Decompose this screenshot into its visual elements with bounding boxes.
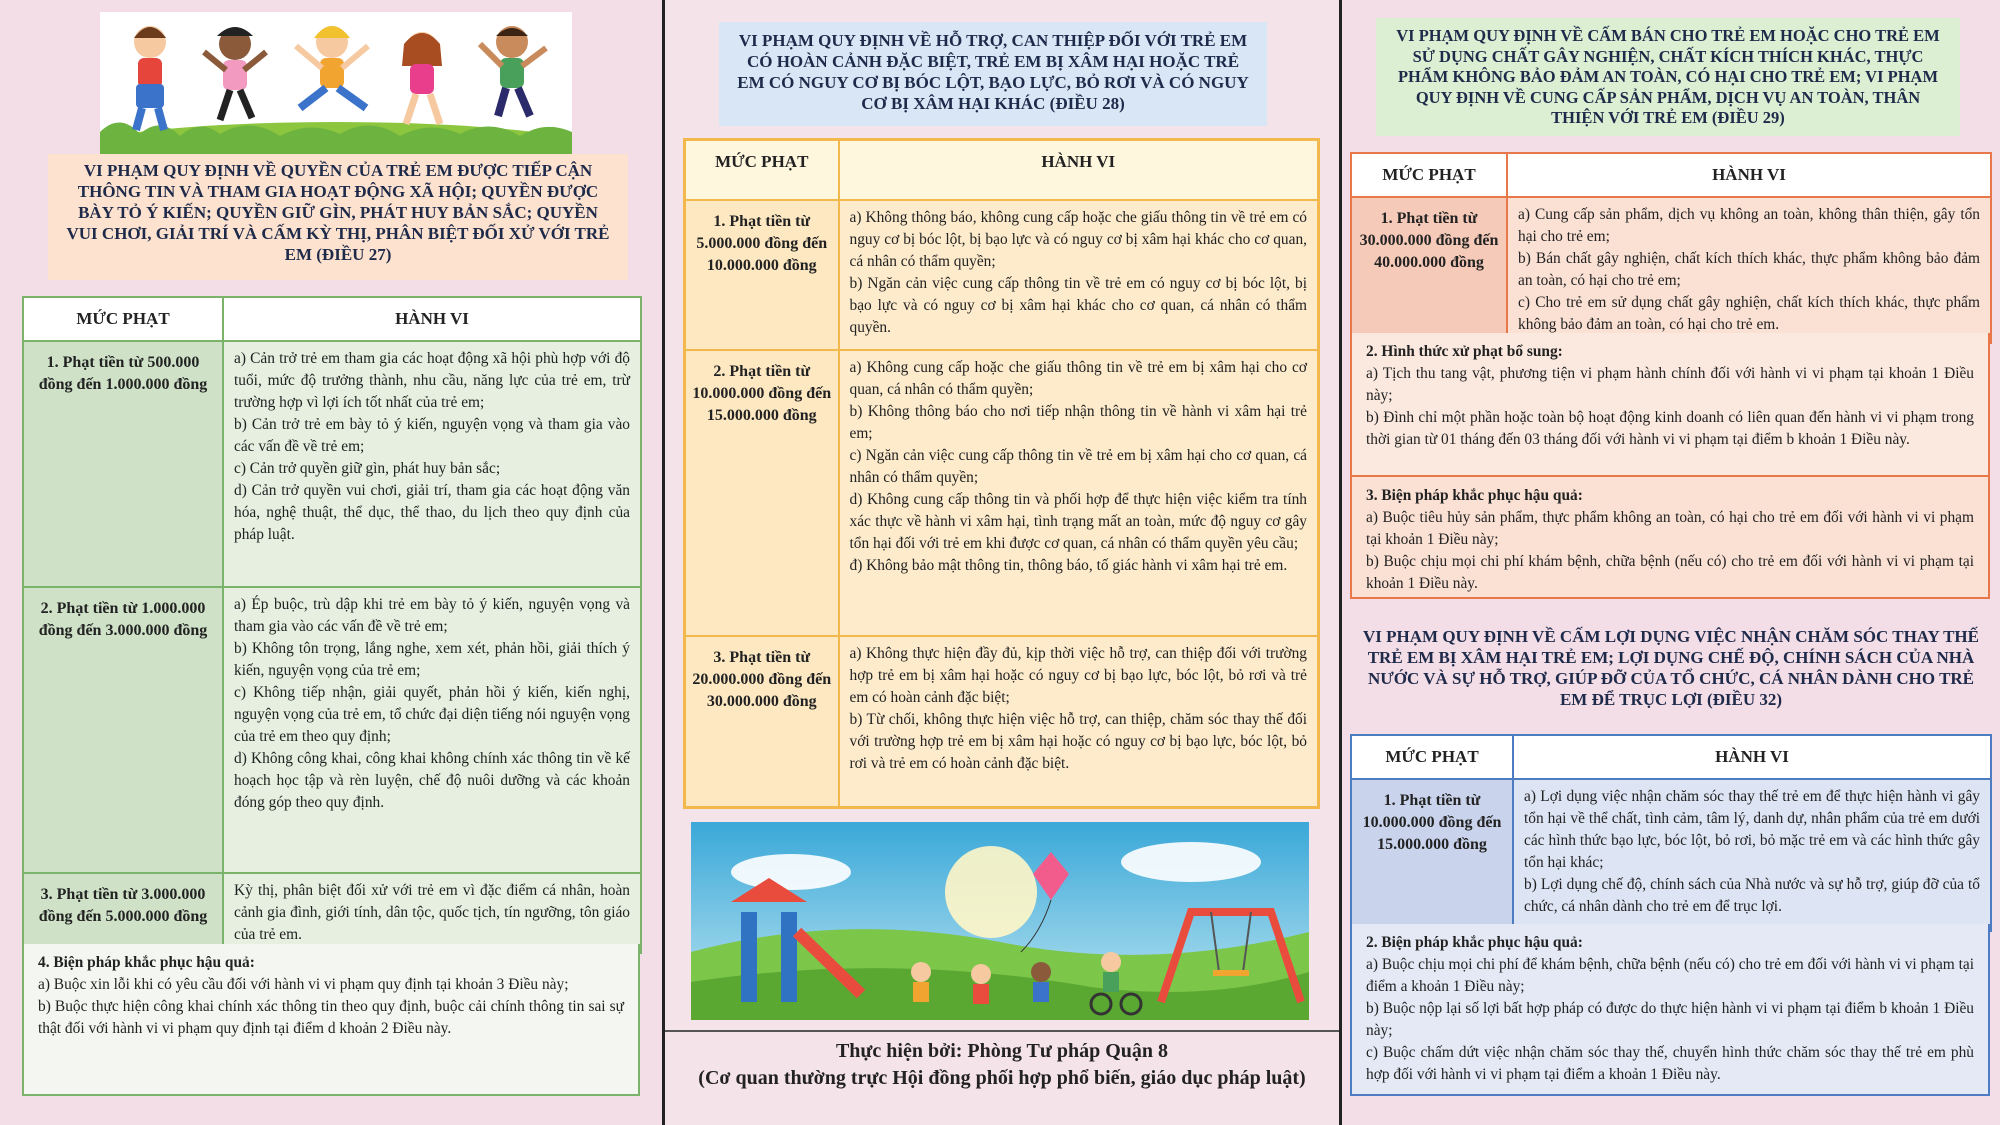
acts-cell [839,200,1319,350]
fine-cell: 3. Phạt tiền từ 3.000.000 đồng đến 5.000.000 đồng [23,873,223,953]
header-fine: MỨC PHẠT [1351,153,1507,197]
table-row [685,200,1319,350]
acts-cell [223,873,641,953]
act-item: a) Cản trở trẻ em tham gia các hoạt động xã hội phù hợp với độ tuổi, mức độ trưởng thành, nhu cầu, năng lực của trẻ em, trừ trường hợp vì lợi ích tốt nhất của trẻ em; [234,350,630,411]
table-row [23,873,641,953]
penalty-table-dieu-32 [1350,734,1992,932]
footer-line-2: (Cơ quan thường trực Hội đồng phối hợp phổ biến, giáo dục pháp luật) [698,1067,1306,1089]
act-item: b) Không thông báo cho nơi tiếp nhận thông tin về hành vi xâm hại trẻ em; [849,402,1307,442]
remedy-item: c) Buộc chấm dứt việc nhận chăm sóc thay thế, chuyển hình thức chăm sóc thay thế trẻ em phù hợp đối với hành vi vi phạm tại điểm a khoản 1 Điều này. [1366,1044,1974,1083]
act-item: Kỳ thị, phân biệt đối xử với trẻ em vì đặc điểm cá nhân, hoàn cảnh gia đình, giới tính, dân tộc, quốc tịch, tín ngưỡng, tôn giáo của trẻ em. [234,882,630,943]
supplement-item: a) Tịch thu tang vật, phương tiện vi phạm hành chính đối với hành vi vi phạm tại khoản 1 Điều này; [1366,365,1974,404]
remedy-item: b) Buộc chịu mọi chi phí khám bệnh, chữa bệnh (nếu có) cho trẻ em đối với hành vi vi phạm tại khoản 1 Điều này. [1366,553,1974,592]
column-dieu-27 [0,0,662,1125]
supplement-item: b) Đình chỉ một phần hoặc toàn bộ hoạt động kinh doanh có liên quan đến hành vi vi phạm trong thời gian từ 01 tháng đến 03 tháng đối với hành vi vi phạm tại điểm b khoản 1 Điều này. [1366,409,1974,448]
penalty-table-dieu-29 [1350,152,1992,344]
table-header-row [1351,735,1991,779]
table-row [23,587,641,873]
header-fine: MỨC PHẠT [1351,735,1513,779]
acts-cell [839,636,1319,808]
fine-cell: 1. Phạt tiền từ 500.000 đồng đến 1.000.000 đồng [23,341,223,587]
footer-line-1: Thực hiện bởi: Phòng Tư pháp Quận 8 [835,1040,1169,1062]
table-row [23,341,641,587]
section-title-dieu-32: VI PHẠM QUY ĐỊNH VỀ CẤM LỢI DỤNG VIỆC NHẬN CHĂM SÓC THAY THẾ TRẺ EM BỊ XÂM HẠI TRẺ EM; LỢI DỤNG CHẾ ĐỘ, CHÍNH SÁCH CỦA NHÀ NƯỚC VÀ SỰ HỖ TRỢ, GIÚP ĐỠ CỦA TỔ CHỨC, CÁ NHÂN DÀNH CHO TRẺ EM ĐỂ TRỤC LỢI (ĐIỀU 32) [1363,627,1979,709]
table-row [685,350,1319,636]
fine-cell: 1. Phạt tiền từ 5.000.000 đồng đến 10.000.000 đồng [685,200,839,350]
act-item: b) Từ chối, không thực hiện việc hỗ trợ, can thiệp, chăm sóc thay thế đối với trường hợp trẻ em bị xâm hại hoặc có nguy cơ bị bạo lực, bóc lột, bỏ rơi và trẻ em có hoàn cảnh đặc biệt. [849,710,1307,772]
penalty-table-dieu-28 [683,138,1320,809]
supplement-title: 2. Hình thức xử phạt bổ sung: [1366,343,1563,360]
remedy-title: 3. Biện pháp khắc phục hậu quả: [1366,487,1583,504]
acts-cell [1513,779,1991,931]
footer-divider [665,1030,1339,1032]
fine-cell: 1. Phạt tiền từ 30.000.000 đồng đến 40.000.000 đồng [1351,197,1507,343]
act-item: a) Không thực hiện đầy đủ, kịp thời việc hỗ trợ, can thiệp đối với trường hợp trẻ em bị xâm hại hoặc có nguy cơ bị bạo lực, bóc lột, bỏ rơi và trẻ em có hoàn cảnh đặc biệt; [849,644,1307,706]
table-header-row [1351,153,1991,197]
acts-cell [223,587,641,873]
footer-credit [665,1038,1339,1092]
header-acts: HÀNH VI [839,140,1319,200]
act-item: c) Cho trẻ em sử dụng chất gây nghiện, chất kích thích khác, thực phẩm không bảo đảm an toàn, có hại cho trẻ em. [1518,294,1980,333]
acts-cell [1507,197,1991,343]
supplement-section-dieu-29 [1350,333,1990,477]
table-header-row [23,297,641,341]
remedy-section-dieu-32 [1350,924,1990,1096]
remedy-section-dieu-27 [22,944,640,1096]
header-acts: HÀNH VI [1513,735,1991,779]
penalty-table-dieu-27 [22,296,642,954]
fine-cell: 3. Phạt tiền từ 20.000.000 đồng đến 30.000.000 đồng [685,636,839,808]
section-title-dieu-29: VI PHẠM QUY ĐỊNH VỀ CẤM BÁN CHO TRẺ EM HOẶC CHO TRẺ EM SỬ DỤNG CHẤT GÂY NGHIỆN, CHẤT KÍCH THÍCH KHÁC, THỰC PHẨM KHÔNG BẢO ĐẢM AN TOÀN, CÓ HẠI CHO TRẺ EM; VI PHẠM QUY ĐỊNH VỀ CUNG CẤP SẢN PHẨM, DỊCH VỤ AN TOÀN, THÂN THIỆN VỚI TRẺ EM (ĐIỀU 29) [1376,18,1960,136]
children-jumping-illustration [100,12,572,154]
section-title-dieu-28: VI PHẠM QUY ĐỊNH VỀ HỖ TRỢ, CAN THIỆP ĐỐI VỚI TRẺ EM CÓ HOÀN CẢNH ĐẶC BIỆT, TRẺ EM BỊ XÂM HẠI HOẶC TRẺ EM CÓ NGUY CƠ BỊ BÓC LỘT, BẠO LỰC, BỎ RƠI VÀ CÓ NGUY CƠ BỊ XÂM HẠI KHÁC (ĐIỀU 28) [719,22,1267,126]
acts-cell [223,341,641,587]
act-item: a) Cung cấp sản phẩm, dịch vụ không an toàn, không thân thiện, gây tổn hại cho trẻ em; [1518,206,1980,245]
remedy-item: a) Buộc xin lỗi khi có yêu cầu đối với hành vi vi phạm quy định tại khoản 3 Điều này; [38,976,569,993]
table-row [685,636,1319,808]
table-row [1351,779,1991,931]
column-dieu-28 [662,0,1342,1125]
remedy-item: b) Buộc thực hiện công khai chính xác thông tin theo quy định, buộc cải chính thông tin sai sự thật đối với hành vi vi phạm quy định tại điểm d khoản 2 Điều này. [38,998,624,1037]
act-item: b) Cản trở trẻ em bày tỏ ý kiến, nguyện vọng và tham gia vào các vấn đề về trẻ em; [234,416,630,455]
table-header-row [685,140,1319,200]
act-item: đ) Không bảo mật thông tin, thông báo, tố giác hành vi xâm hại trẻ em. [849,556,1288,574]
act-item: a) Lợi dụng việc nhận chăm sóc thay thế trẻ em để thực hiện hành vi gây tổn hại về thể chất, tình cảm, tâm lý, danh dự, nhân phẩm của trẻ em dưới các hình thức bạo lực, bóc lột, bỏ rơi, bỏ mặc trẻ em và các hình thức gây tổn hại khác; [1524,788,1980,871]
header-acts: HÀNH VI [1507,153,1991,197]
act-item: c) Ngăn cản việc cung cấp thông tin về trẻ em bị xâm hại cho cơ quan, cá nhân có thẩm quyền; [849,446,1307,486]
act-item: b) Ngăn cản việc cung cấp thông tin về trẻ em có nguy cơ bị bóc lột, bị bạo lực và có nguy cơ bị xâm hại khác cho cơ quan, cá nhân có thẩm quyền. [849,274,1307,336]
header-fine: MỨC PHẠT [685,140,839,200]
playground-illustration [691,822,1309,1020]
act-item: a) Ép buộc, trù dập khi trẻ em bày tỏ ý kiến, nguyện vọng và tham gia vào các vấn đề về trẻ em; [234,596,630,635]
remedy-title: 4. Biện pháp khắc phục hậu quả: [38,954,255,971]
act-item: d) Không cung cấp thông tin và phối hợp để thực hiện việc kiểm tra tính xác thực về hành vi xâm hại, tình trạng mất an toàn, mức độ nguy cơ gây tổn hại đối với trẻ em khi được cơ quan, cá nhân có thẩm quyền yêu cầu; [849,490,1307,552]
act-item: a) Không cung cấp hoặc che giấu thông tin về trẻ em bị xâm hại cho cơ quan, cá nhân có thẩm quyền; [849,358,1307,398]
header-acts: HÀNH VI [223,297,641,341]
act-item: b) Bán chất gây nghiện, chất kích thích khác, thực phẩm không bảo đảm an toàn, có hại cho trẻ em; [1518,250,1980,289]
column-dieu-29-32 [1342,0,2000,1125]
act-item: d) Không công khai, công khai không chính xác thông tin về kế hoạch học tập và rèn luyện, chế độ nuôi dưỡng và các khoản đóng góp theo quy định. [234,750,630,811]
section-title-dieu-27: VI PHẠM QUY ĐỊNH VỀ QUYỀN CỦA TRẺ EM ĐƯỢC TIẾP CẬN THÔNG TIN VÀ THAM GIA HOẠT ĐỘNG XÃ HỘI; QUYỀN ĐƯỢC BÀY TỎ Ý KIẾN; QUYỀN GIỮ GÌN, PHÁT HUY BẢN SẮC; QUYỀN VUI CHƠI, GIẢI TRÍ VÀ CẤM KỲ THỊ, PHÂN BIỆT ĐỐI XỬ VỚI TRẺ EM (ĐIỀU 27) [48,154,628,280]
remedy-item: b) Buộc nộp lại số lợi bất hợp pháp có được do thực hiện hành vi vi phạm tại điểm b khoản 1 Điều này; [1366,1000,1974,1039]
remedy-item: a) Buộc tiêu hủy sản phẩm, thực phẩm không an toàn, có hại cho trẻ em đối với hành vi vi phạm tại khoản 1 Điều này; [1366,509,1974,548]
act-item: b) Lợi dụng chế độ, chính sách của Nhà nước và sự hỗ trợ, giúp đỡ của tổ chức, cá nhân dành cho trẻ em để trục lợi. [1524,876,1980,915]
fine-cell: 1. Phạt tiền từ 10.000.000 đồng đến 15.000.000 đồng [1351,779,1513,931]
remedy-section-dieu-29 [1350,477,1990,599]
header-fine: MỨC PHẠT [23,297,223,341]
act-item: a) Không thông báo, không cung cấp hoặc che giấu thông tin về trẻ em có nguy cơ bị bóc lột, bị bạo lực và có nguy cơ bị xâm hại khác cho cơ quan, cá nhân có thẩm quyền; [849,208,1307,270]
table-row [1351,197,1991,343]
act-item: c) Cản trở quyền giữ gìn, phát huy bản sắc; [234,460,501,477]
fine-cell: 2. Phạt tiền từ 1.000.000 đồng đến 3.000.000 đồng [23,587,223,873]
remedy-item: a) Buộc chịu mọi chi phí để khám bệnh, chữa bệnh (nếu có) cho trẻ em đối với hành vi vi phạm tại điểm a khoản 1 Điều này; [1366,956,1974,995]
act-item: c) Không tiếp nhận, giải quyết, phản hồi ý kiến, kiến nghị, nguyện vọng của trẻ em, tổ chức đại diện tiếng nói nguyện vọng của trẻ em theo quy định; [234,684,631,745]
acts-cell [839,350,1319,636]
act-item: b) Không tôn trọng, lắng nghe, xem xét, phản hồi, giải thích ý kiến, nguyện vọng của trẻ em; [234,640,630,679]
fine-cell: 2. Phạt tiền từ 10.000.000 đồng đến 15.000.000 đồng [685,350,839,636]
remedy-title: 2. Biện pháp khắc phục hậu quả: [1366,934,1583,951]
act-item: d) Cản trở quyền vui chơi, giải trí, tham gia các hoạt động văn hóa, nghệ thuật, thể dục, thể thao, du lịch theo quy định của pháp luật. [234,482,630,543]
